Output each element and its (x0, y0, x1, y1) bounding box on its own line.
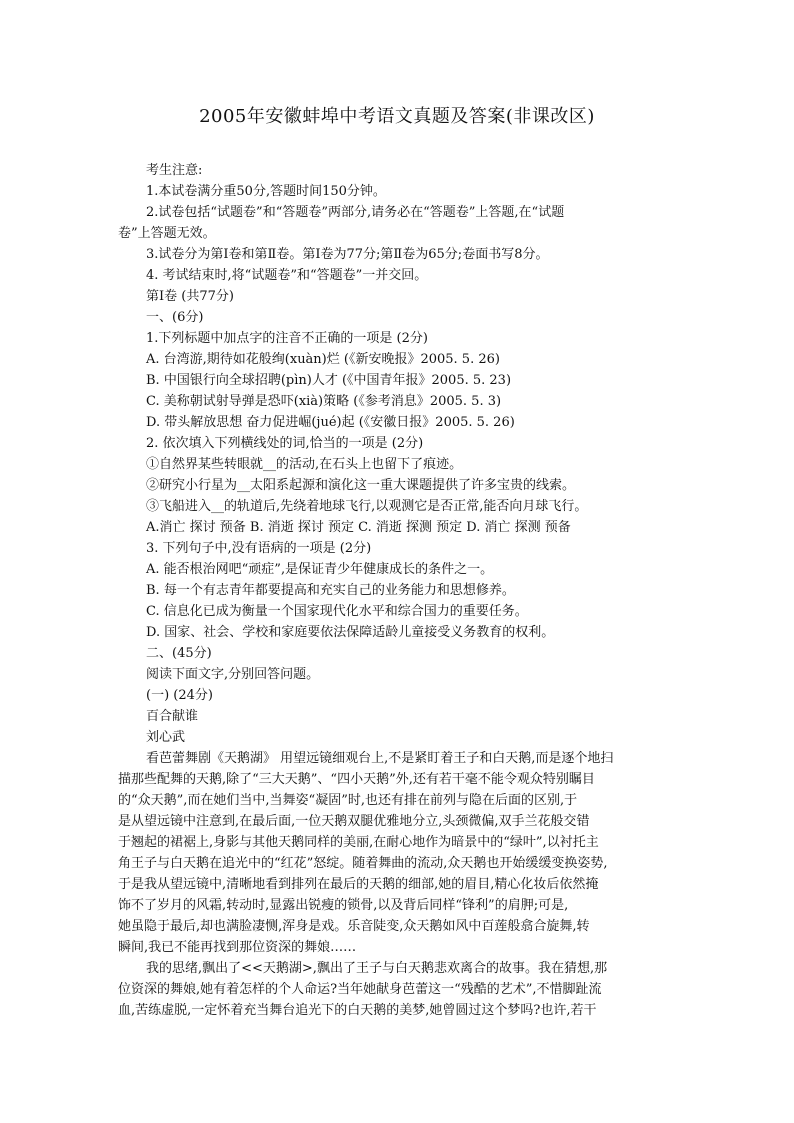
notice-item-2a: 2.试卷包括“试题卷”和“答题卷”两部分,请务必在“答题卷”上答题,在“试题 (146, 205, 565, 220)
reading-instruction: 阅读下面文字,分别回答问题。 (146, 667, 320, 682)
para1-line: 瞬间,我已不能再找到那位资深的舞娘…… (118, 940, 357, 955)
q3-option-c: C. 信息化已成为衡量一个国家现代化水平和综合国力的重要任务。 (146, 604, 528, 619)
q2-stem: 2. 依次填入下列横线处的词,恰当的一项是 (2分) (146, 436, 424, 451)
para1-line: 描那些配舞的天鹅,除了“三大天鹅”、“四小天鹅”外,还有若干毫不能令观众特别瞩目 (118, 772, 595, 787)
part1-heading: 第Ⅰ卷 (共77分) (146, 289, 234, 304)
q1-option-d: D. 带头解放思想 奋力促进崛(jué)起 (《安徽日报》2005. 5. 26) (146, 415, 515, 430)
para1-line: 的“众天鹅”,而在她们当中,当舞姿“凝固”时,也还有排在前列与隐在后面的区别,于 (118, 793, 578, 808)
q2-sentence-1: ①自然界某些转眼就__的活动,在石头上也留下了痕迹。 (146, 457, 463, 472)
para1-line: 角王子与白天鹅在追光中的“红花”怒绽。随着舞曲的流动,众天鹅也开始缓缓变换姿势, (118, 856, 608, 871)
q1-option-b: B. 中国银行向全球招聘(pìn)人才 (《中国青年报》2005. 5. 23) (146, 373, 512, 388)
para1-line: 于翘起的裙裾上,身影与其他天鹅同样的美丽,在耐心地作为暗景中的“绿叶”,以衬托主 (118, 835, 599, 850)
para2-line: 我的思绪,飘出了<<天鹅湖>,飘出了王子与白天鹅悲欢离合的故事。我在猜想,那 (146, 961, 608, 976)
notice-item-4: 4. 考试结束时,将“试题卷”和“答题卷”一并交回。 (146, 268, 428, 283)
notice-item-1: 1.本试卷满分重50分,答题时间150分钟。 (146, 184, 386, 199)
q3-option-d: D. 国家、社会、学校和家庭要依法保障适龄儿童接受义务教育的权利。 (146, 625, 555, 640)
q3-option-a: A. 能否根治网吧“顽症”,是保证青少年健康成长的条件之一。 (146, 562, 494, 577)
q2-sentence-2: ②研究小行星为__太阳系起源和演化这一重大课题提供了许多宝贵的线索。 (146, 478, 576, 493)
q2-sentence-3: ③飞船进入__的轨道后,先绕着地球飞行,以观测它是否正常,能否向月球飞行。 (146, 499, 588, 514)
q1-stem: 1.下列标题中加点字的注音不正确的一项是 (2分) (146, 331, 428, 346)
q1-option-a: A. 台湾游,期待如花般绚(xuàn)烂 (《新安晚报》2005. 5. 26) (146, 352, 500, 367)
para1-line: 是从望远镜中注意到,在最后面,一位天鹅双腿优雅地分立,头颈微偏,双手兰花般交错 (118, 814, 590, 829)
document-body (118, 160, 678, 1021)
para1-line: 于是我从望远镜中,清晰地看到排列在最后的天鹅的细部,她的眉目,精心化妆后依然掩 (118, 877, 599, 892)
notice-item-3: 3.试卷分为第Ⅰ卷和第Ⅱ卷。第Ⅰ卷为77分;第Ⅱ卷为65分;卷面书写8分。 (146, 247, 549, 262)
section2-heading: 二、(45分) (146, 646, 212, 661)
document-title: 2005年安徽蚌埠中考语文真题及答案(非课改区) (199, 106, 595, 127)
notice-item-2b: 卷”上答题无效。 (118, 226, 216, 241)
para2-line: 血,苦练虚脱,一定怀着充当舞台追光下的白天鹅的美梦,她曾圆过这个梦吗?也许,若干 (118, 1003, 597, 1018)
para2-line: 位资深的舞娘,她有着怎样的个人命运?当年她献身芭蕾这一“残酷的艺术”,不惜脚趾流 (118, 982, 602, 997)
para1-line: 看芭蕾舞剧《天鹅湖》 用望远镜细观台上,不是紧盯着王子和白天鹅,而是逐个地扫 (146, 751, 614, 766)
q1-option-c: C. 美称朝试射导弹是恐吓(xià)策略 (《参考消息》2005. 5. 3) (146, 394, 502, 409)
subsection-1-heading: (一) (24分) (146, 688, 213, 703)
article-author: 刘心武 (146, 730, 186, 745)
notice-heading: 考生注意: (146, 163, 203, 178)
article-title: 百合献谁 (146, 709, 199, 724)
q2-options: A.消亡 探讨 预备 B. 消逝 探讨 预定 C. 消逝 探测 预定 D. 消亡 探测 预备 (146, 520, 571, 535)
q3-stem: 3. 下列句子中,没有语病的一项是 (2分) (146, 541, 372, 556)
q3-option-b: B. 每一个有志青年都要提高和充实自己的业务能力和思想修养。 (146, 583, 515, 598)
section1-heading: 一、(6分) (146, 310, 204, 325)
para1-line: 饰不了岁月的风霜,转动时,显露出锐瘦的锁骨,以及背后同样“锋利”的肩胛;可是, (118, 898, 569, 913)
para1-line: 她虽隐于最后,却也满脸凄恻,浑身是戏。乐音陡变,众天鹅如风中百莲般翕合旋舞,转 (118, 919, 590, 934)
